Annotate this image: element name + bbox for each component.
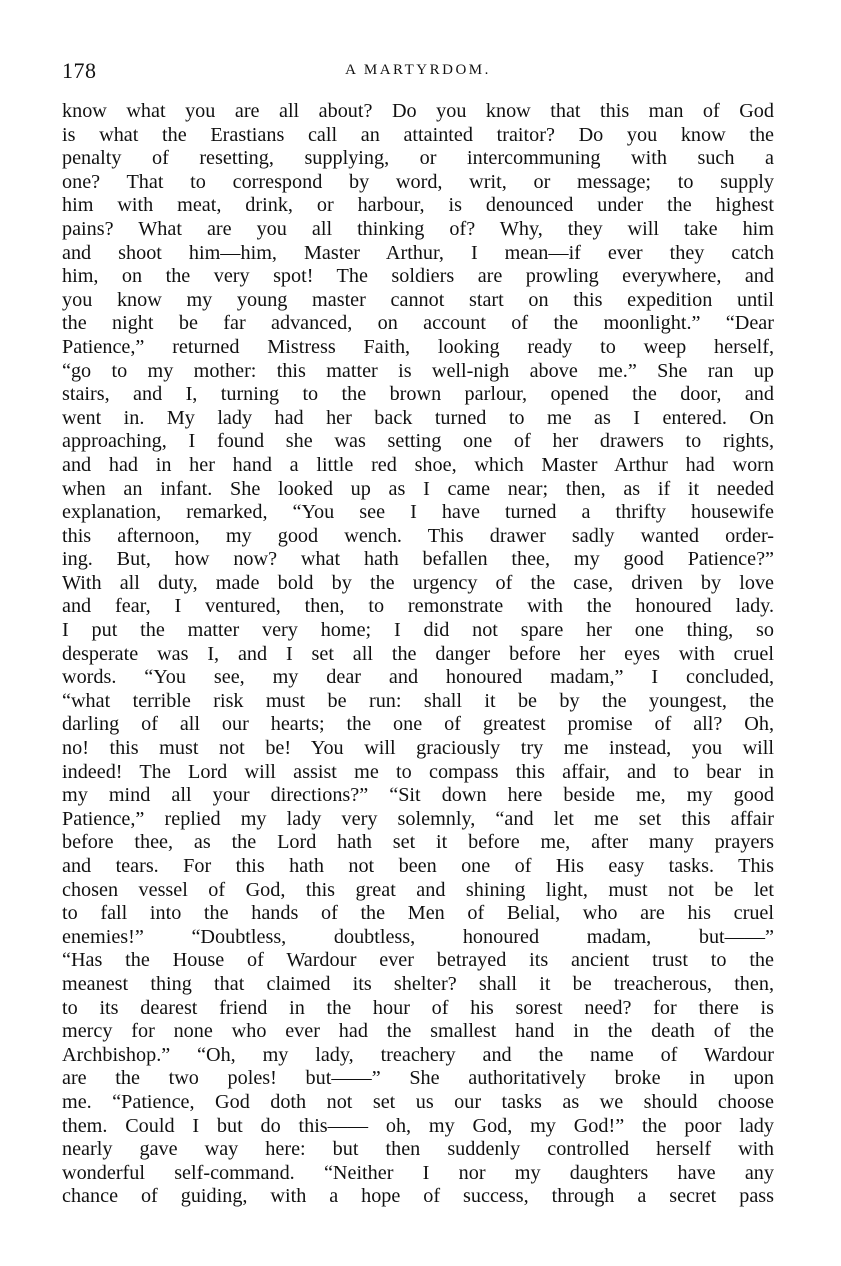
text-line: are the two poles! but——” She authoritatively broke in upon: [62, 1067, 774, 1090]
body-text: [62, 100, 774, 1209]
text-line: desperate was I, and I set all the danger before her eyes with cruel: [62, 642, 774, 665]
text-line: darling of all our hearts; the one of greatest promise of all? Oh,: [62, 713, 774, 736]
text-line: explanation, remarked, “You see I have turned a thrifty housewife: [62, 501, 774, 524]
text-line: this afternoon, my good wench. This drawer sadly wanted order-: [62, 524, 774, 547]
text-line: words. “You see, my dear and honoured madam,” I concluded,: [62, 666, 774, 689]
text-line: me. “Patience, God doth not set us our tasks as we should choose: [62, 1090, 774, 1113]
text-line: him, on the very spot! The soldiers are prowling everywhere, and: [62, 265, 774, 288]
running-head: A MARTYRDOM.: [345, 62, 491, 78]
text-line: “go to my mother: this matter is well-nigh above me.” She ran up: [62, 359, 774, 382]
text-line: “Has the House of Wardour ever betrayed its ancient trust to the: [62, 949, 774, 972]
text-line: to fall into the hands of the Men of Belial, who are his cruel: [62, 902, 774, 925]
text-line: him with meat, drink, or harbour, is denounced under the highest: [62, 194, 774, 217]
text-line: nearly gave way here: but then suddenly controlled herself with: [62, 1138, 774, 1161]
text-line: no! this must not be! You will graciously try me instead, you will: [62, 737, 774, 760]
text-line: chance of guiding, with a hope of success, through a secret pass: [62, 1185, 774, 1208]
text-line: chosen vessel of God, this great and shining light, must not be let: [62, 878, 774, 901]
text-line: ing. But, how now? what hath befallen thee, my good Patience?”: [62, 548, 774, 571]
text-line: approaching, I found she was setting one of her drawers to rights,: [62, 430, 774, 453]
text-line: and shoot him—him, Master Arthur, I mean—if ever they catch: [62, 241, 774, 264]
text-line: Patience,” returned Mistress Faith, looking ready to weep herself,: [62, 335, 774, 358]
text-line: and had in her hand a little red shoe, which Master Arthur had worn: [62, 453, 774, 476]
text-line: penalty of resetting, supplying, or intercommuning with such a: [62, 147, 774, 170]
text-line: them. Could I but do this—— oh, my God, my God!” the poor lady: [62, 1114, 774, 1137]
text-line: “what terrible risk must be run: shall it be by the youngest, the: [62, 689, 774, 712]
text-line: Patience,” replied my lady very solemnly, “and let me set this affair: [62, 807, 774, 830]
text-line: you know my young master cannot start on this expedition until: [62, 288, 774, 311]
page-header: [62, 58, 774, 88]
text-line: enemies!” “Doubtless, doubtless, honoured madam, but——”: [62, 925, 774, 948]
text-line: pains? What are you all thinking of? Why, they will take him: [62, 217, 774, 240]
text-line: and fear, I ventured, then, to remonstrate with the honoured lady.: [62, 595, 774, 618]
text-line: know what you are all about? Do you know that this man of God: [62, 100, 774, 122]
text-line: mercy for none who ever had the smallest hand in the death of the: [62, 1020, 774, 1043]
text-line: meanest thing that claimed its shelter? shall it be treacherous, then,: [62, 972, 774, 995]
text-line: indeed! The Lord will assist me to compass this affair, and to bear in: [62, 760, 774, 783]
text-line: my mind all your directions?” “Sit down here beside me, my good: [62, 784, 774, 807]
text-line: before thee, as the Lord hath set it before me, after many prayers: [62, 831, 774, 854]
text-line: when an infant. She looked up as I came near; then, as if it needed: [62, 477, 774, 500]
text-line: I put the matter very home; I did not spare her one thing, so: [62, 619, 774, 642]
page-number: 178: [62, 58, 97, 83]
text-line: went in. My lady had her back turned to me as I entered. On: [62, 406, 774, 429]
text-line: stairs, and I, turning to the brown parlour, opened the door, and: [62, 383, 774, 406]
text-line: to its dearest friend in the hour of his sorest need? for there is: [62, 996, 774, 1019]
text-line: Archbishop.” “Oh, my lady, treachery and the name of Wardour: [62, 1043, 774, 1066]
text-line: With all duty, made bold by the urgency of the case, driven by love: [62, 571, 774, 594]
text-line: one? That to correspond by word, writ, or message; to supply: [62, 170, 774, 193]
text-line: wonderful self-command. “Neither I nor my daughters have any: [62, 1161, 774, 1184]
text-line: is what the Erastians call an attainted traitor? Do you know the: [62, 123, 774, 146]
text-line: and tears. For this hath not been one of His easy tasks. This: [62, 855, 774, 877]
text-line: the night be far advanced, on account of the moonlight.” “Dear: [62, 312, 774, 335]
